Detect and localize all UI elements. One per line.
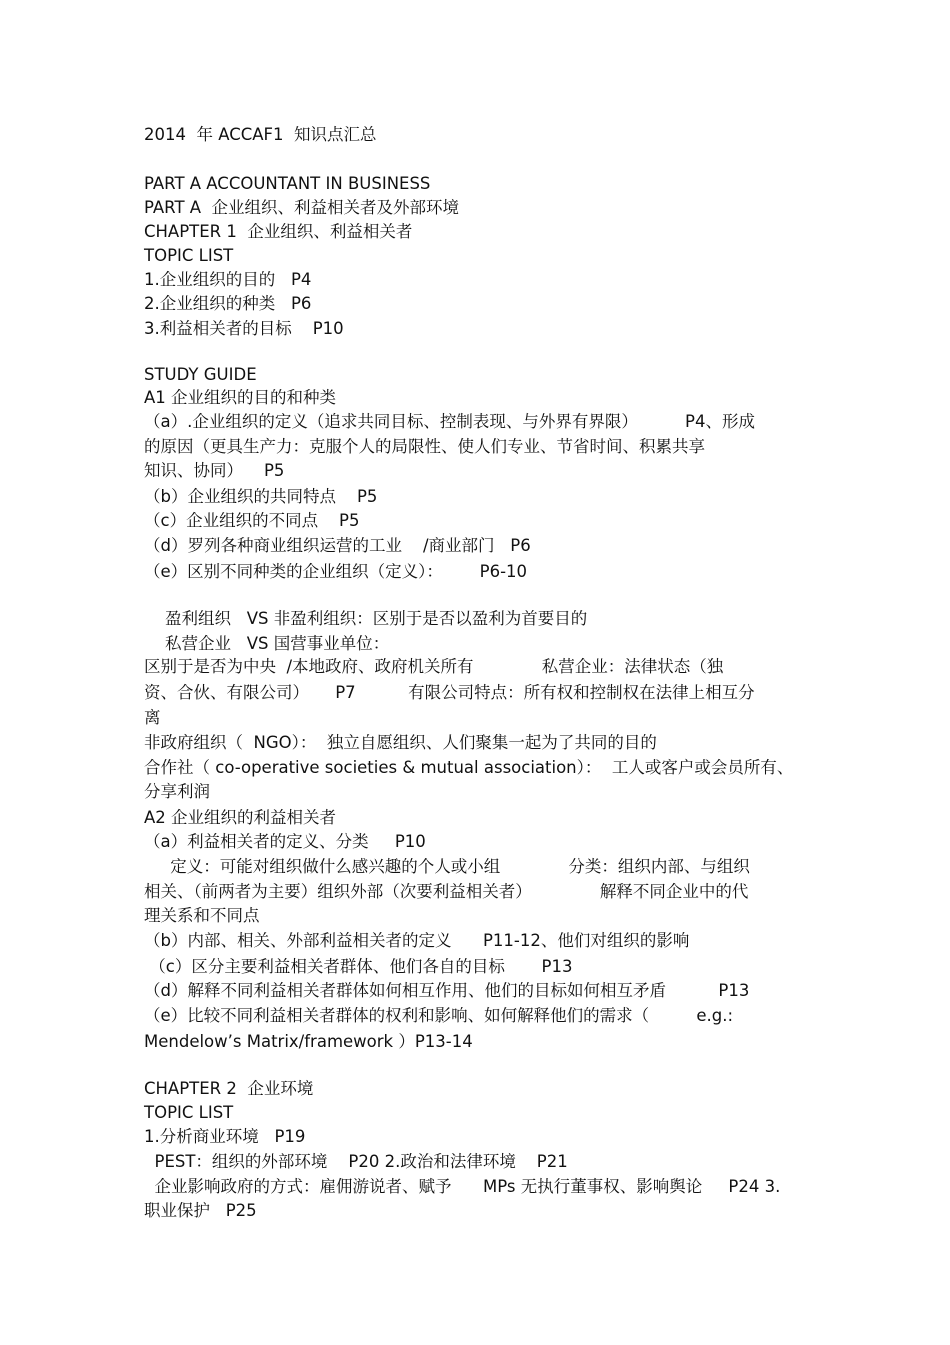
a1-line: 知识、协同） P5	[144, 461, 285, 480]
chapter1-topic-item: 2.企业组织的种类 P6	[144, 294, 312, 313]
a2-line: 相关、（前两者为主要）组织外部（次要利益相关者） 解释不同企业中的代	[144, 882, 749, 901]
a1-line: （a）.企业组织的定义（追求共同目标、控制表现、与外界有界限） P4、形成	[144, 412, 756, 431]
a2-line: （e）比较不同利益相关者群体的权利和影响、如何解释他们的需求（ e.g.:	[144, 1006, 734, 1025]
chapter2-line: 职业保护 P25	[144, 1201, 257, 1220]
document-title: 2014 年 ACCAF1 知识点汇总	[144, 125, 377, 144]
a1-note: 盈利组织 VS 非盈利组织：区别于是否以盈利为首要目的	[144, 609, 588, 628]
a1-line: （d）罗列各种商业组织运营的工业 /商业部门 P6	[144, 536, 531, 555]
chapter2-line: 企业影响政府的方式：雇佣游说者、赋予 MPs 无执行董事权、影响舆论 P24 3.	[144, 1177, 781, 1196]
chapter2-line: PEST：组织的外部环境 P20 2.政治和法律环境 P21	[144, 1152, 568, 1171]
a2-line: 定义：可能对组织做什么感兴趣的个人或小组 分类：组织内部、与组织	[144, 857, 750, 876]
part-heading: PART A ACCOUNTANT IN BUSINESS	[144, 174, 431, 193]
chapter1-topic-list-label: TOPIC LIST	[144, 246, 234, 265]
a1-note: 资、合伙、有限公司） P7 有限公司特点：所有权和控制权在法律上相互分	[144, 683, 755, 702]
a1-line: （e）区别不同种类的企业组织（定义）： P6-10	[144, 562, 528, 581]
a2-line: （c）区分主要利益相关者群体、他们各自的目标 P13	[144, 957, 573, 976]
a1-note: 私营企业 VS 国营事业单位：	[144, 634, 390, 653]
a1-note: 区别于是否为中央 /本地政府、政府机关所有 私营企业：法律状态（独	[144, 657, 724, 676]
study-guide-label: STUDY GUIDE	[144, 365, 257, 384]
a2-line: 理关系和不同点	[144, 906, 260, 925]
a2-line: （a）利益相关者的定义、分类 P10	[144, 832, 426, 851]
a1-line: 的原因（更具生产力：克服个人的局限性、使人们专业、节省时间、积累共享	[144, 437, 705, 456]
chapter2-topic-list-label: TOPIC LIST	[144, 1103, 234, 1122]
a1-note: 分享利润	[144, 782, 210, 801]
chapter1-topic-item: 3.利益相关者的目标 P10	[144, 319, 344, 338]
a1-note: 合作社（ co-operative societies & mutual association）： 工人或客户或会员所有、	[144, 758, 794, 777]
a1-line: （c）企业组织的不同点 P5	[144, 511, 360, 530]
a1-line: （b）企业组织的共同特点 P5	[144, 487, 378, 506]
part-subheading: PART A 企业组织、利益相关者及外部环境	[144, 198, 460, 217]
a2-line: （d）解释不同利益相关者群体如何相互作用、他们的目标如何相互矛盾 P13	[144, 981, 750, 1000]
a2-line: （b）内部、相关、外部利益相关者的定义 P11-12、他们对组织的影响	[144, 931, 690, 950]
chapter1-topic-item: 1.企业组织的目的 P4	[144, 270, 312, 289]
chapter1-heading: CHAPTER 1 企业组织、利益相关者	[144, 222, 413, 241]
a1-note: 离	[144, 708, 161, 727]
a2-line: Mendelow’s Matrix/framework ）P13-14	[144, 1032, 473, 1051]
a1-heading: A1 企业组织的目的和种类	[144, 388, 337, 407]
chapter2-line: 1.分析商业环境 P19	[144, 1127, 306, 1146]
a2-heading: A2 企业组织的利益相关者	[144, 808, 337, 827]
a1-note: 非政府组织（ NGO）： 独立自愿组织、人们聚集一起为了共同的目的	[144, 733, 657, 752]
chapter2-heading: CHAPTER 2 企业环境	[144, 1079, 314, 1098]
